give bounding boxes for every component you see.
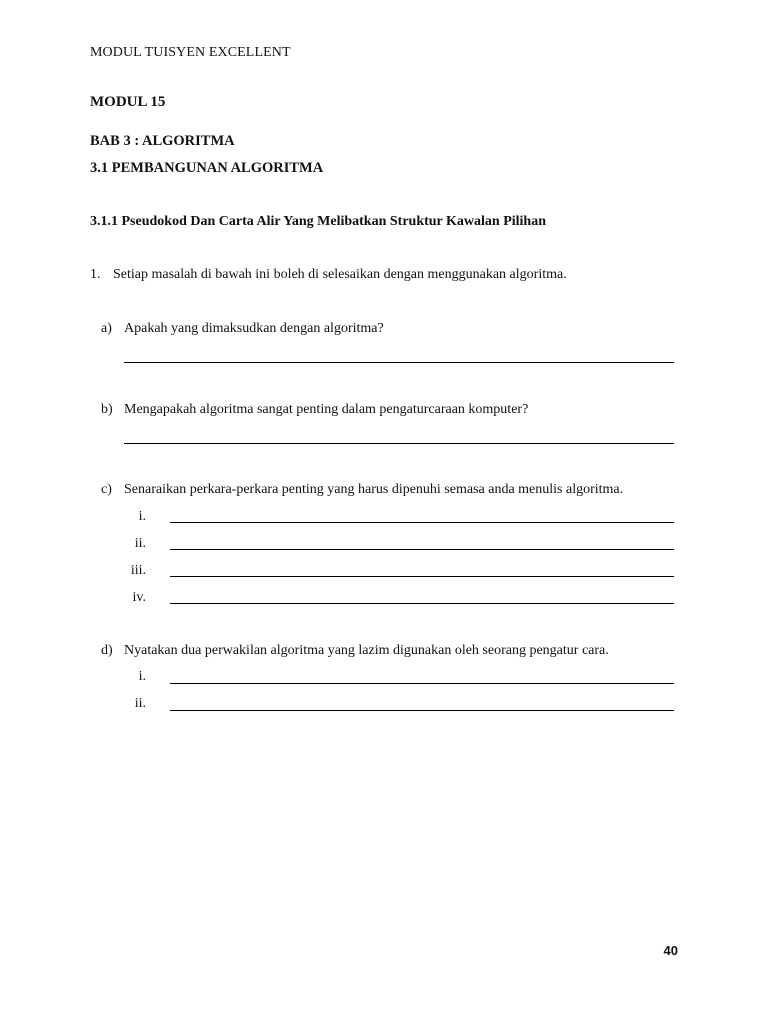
part-c-letter: c) — [101, 482, 112, 497]
part-d-letter: d) — [101, 643, 113, 658]
chapter-title: BAB 3 : ALGORITMA — [90, 133, 235, 149]
answer-line-c-iv[interactable] — [170, 603, 674, 604]
page-number: 40 — [663, 943, 678, 958]
document-header: MODUL TUISYEN EXCELLENT — [90, 45, 291, 60]
part-c-item-label: ii. — [134, 536, 146, 551]
part-b-letter: b) — [101, 402, 113, 417]
answer-line-c-ii[interactable] — [170, 549, 674, 550]
answer-line-a[interactable] — [124, 362, 674, 363]
answer-line-c-i[interactable] — [170, 522, 674, 523]
part-d-text: Nyatakan dua perwakilan algoritma yang lazim digunakan oleh seorang pengatur cara. — [124, 643, 609, 658]
answer-line-d-i[interactable] — [170, 683, 674, 684]
part-c-item-label: iv. — [132, 590, 146, 605]
answer-line-c-iii[interactable] — [170, 576, 674, 577]
answer-line-b[interactable] — [124, 443, 674, 444]
part-c-item-label: i. — [138, 509, 146, 524]
question-text: Setiap masalah di bawah ini boleh di selesaikan dengan menggunakan algoritma. — [113, 267, 567, 282]
question-number: 1. — [90, 267, 101, 282]
module-title: MODUL 15 — [90, 94, 166, 110]
part-a-letter: a) — [101, 321, 112, 336]
section-title: 3.1 PEMBANGUNAN ALGORITMA — [90, 160, 324, 176]
part-b-text: Mengapakah algoritma sangat penting dalam pengaturcaraan komputer? — [124, 402, 529, 417]
part-d-item-label: i. — [138, 669, 146, 684]
answer-line-d-ii[interactable] — [170, 710, 674, 711]
part-a-text: Apakah yang dimaksudkan dengan algoritma? — [124, 321, 384, 336]
part-c-item-label: iii. — [130, 563, 146, 578]
part-c-text: Senaraikan perkara-perkara penting yang harus dipenuhi semasa anda menulis algoritma. — [124, 482, 624, 497]
subsection-title: 3.1.1 Pseudokod Dan Carta Alir Yang Melibatkan Struktur Kawalan Pilihan — [90, 214, 546, 229]
part-d-item-label: ii. — [134, 696, 146, 711]
